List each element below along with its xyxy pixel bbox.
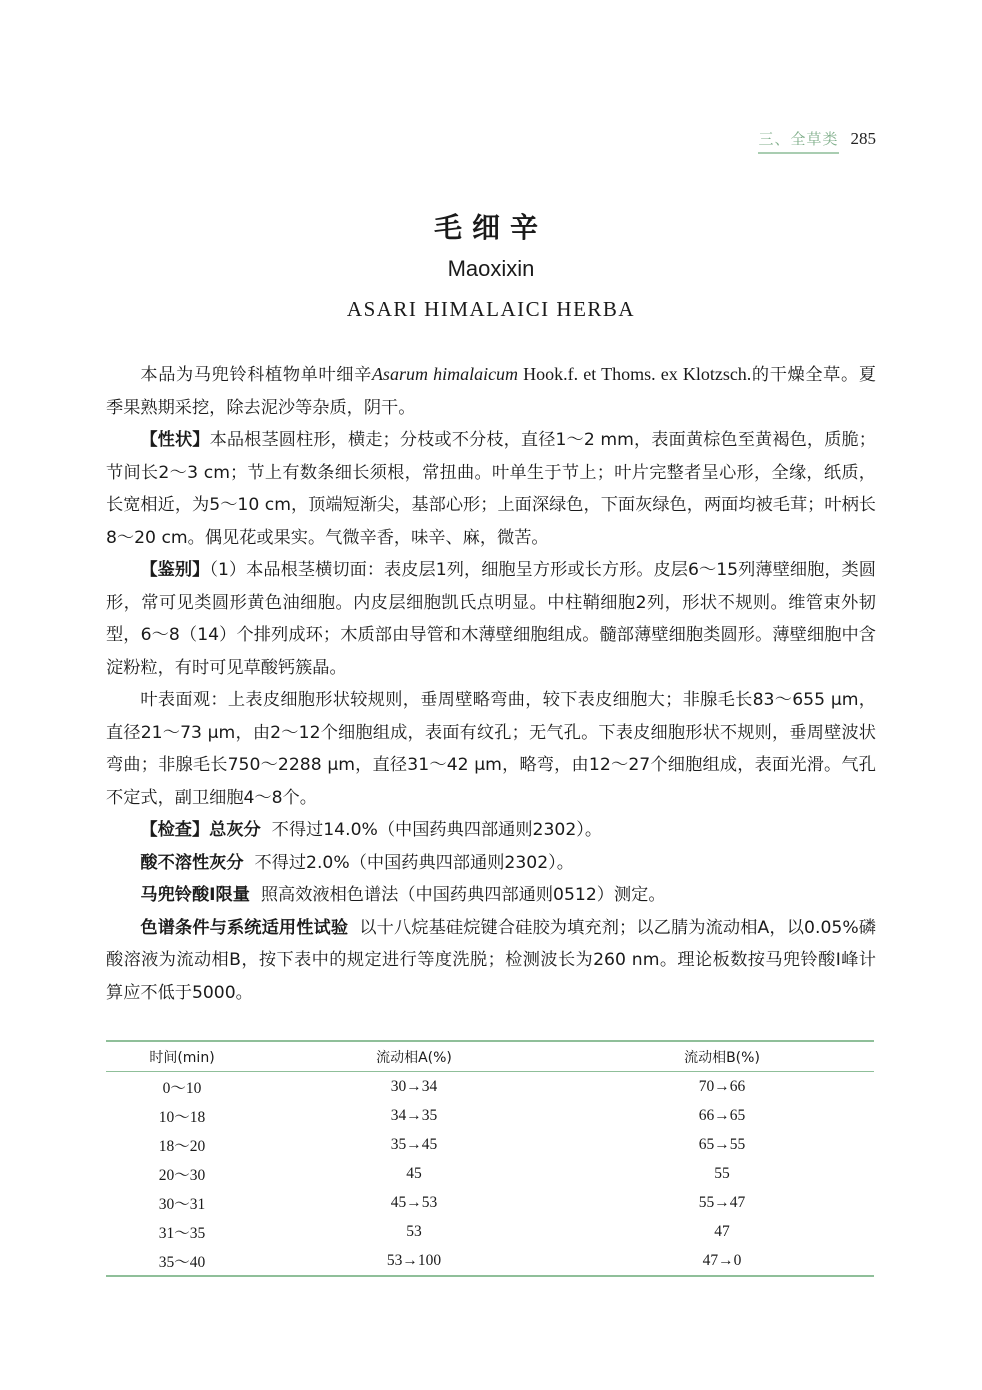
monograph-body [106, 358, 876, 1009]
species-latin-name: Asarum himalaicum [371, 364, 519, 384]
table-row: 30～31 45→53 55→47 [158, 1193, 746, 1213]
table-row: 35～40 53→100 47→0 [158, 1251, 742, 1271]
section-label: 三、全草类 [758, 128, 838, 154]
description-paragraph: 【性状】本品根茎圆柱形，横走；分枝或不分枝，直径1～2 mm，表面黄棕色至黄褐色，质脆；节间长2～3 cm；节上有数条细长须根，常扭曲。叶单生于节上；叶片完整者呈心形，全缘，纸质，长宽相近，为5～10 cm，顶端短渐尖，基部心形；上面深绿色，下面灰绿色，两面均被毛茸；叶柄长8～20 cm。偶见花或果实。气微辛香，味辛、麻，微苦。 [106, 430, 876, 548]
inspection-label: 【检查】 [140, 820, 210, 840]
identification-label: 【鉴别】 [140, 560, 210, 580]
total-ash-paragraph: 【检查】总灰分 不得过14.0%（中国药典四部通则2302）。 [140, 820, 603, 840]
table-header-row [106, 1041, 874, 1072]
acid-ash-label: 酸不溶性灰分 [140, 852, 244, 873]
running-header [758, 128, 876, 154]
total-ash-label: 总灰分 [209, 820, 261, 840]
table-row: 10～18 34→35 66→65 [158, 1106, 746, 1126]
table-row: 0～10 30→34 70→66 [162, 1077, 746, 1097]
title-pinyin: Maoxixin [447, 256, 535, 281]
aristolochic-acid-paragraph: 马兜铃酸Ⅰ限量 照高效液相色谱法（中国药典四部通则0512）测定。 [140, 885, 666, 905]
page-number: 285 [850, 129, 876, 148]
chromatography-label: 色谱条件与系统适用性试验 [140, 917, 349, 938]
table-header-phase-a: 流动相A(%) [258, 1041, 570, 1072]
title-latin: ASARI HIMALAICI HERBA [346, 297, 636, 321]
monograph-title-block [0, 208, 982, 324]
table-row: 31～35 53 47 [158, 1222, 730, 1242]
description-label: 【性状】 [140, 430, 210, 450]
acid-insoluble-ash-paragraph: 酸不溶性灰分 不得过2.0%（中国药典四部通则2302）。 [140, 852, 574, 873]
table-row: 18～20 35→45 65→55 [158, 1135, 746, 1155]
table-header-phase-b: 流动相B(%) [570, 1041, 874, 1072]
species-authority: Hook.f. et Thoms. ex Klotzsch. [518, 364, 752, 384]
chromatography-paragraph: 色谱条件与系统适用性试验 以十八烷基硅烷键合硅胶为填充剂；以乙腈为流动相A，以0.05%磷酸溶液为流动相B，按下表中的规定进行等度洗脱；检测波长为260 nm。理论板数按马兜铃酸Ⅰ峰计算应不低于5000。 [106, 917, 876, 1003]
table-row: 20～30 45 55 [158, 1164, 730, 1184]
intro-paragraph: 本品为马兜铃科植物单叶细辛Asarum himalaicum Hook.f. et Thoms. ex Klotzsch.的干燥全草。夏季果熟期采挖，除去泥沙等杂质，阴干。 [106, 364, 876, 418]
title-chinese: 毛细辛 [433, 211, 548, 244]
aristolochic-label: 马兜铃酸Ⅰ限量 [140, 885, 250, 905]
identification-paragraph-1: 【鉴别】（1）本品根茎横切面：表皮层1列，细胞呈方形或长方形。皮层6～15列薄壁细胞，类圆形，常可见类圆形黄色油细胞。内皮层细胞凯氏点明显。中柱鞘细胞2列，形状不规则。维管束外韧型，6～8（14）个排列成环；木质部由导管和木薄壁细胞组成。髓部薄壁细胞类圆形。薄壁细胞中含淀粉粒，有时可见草酸钙簇晶。 [106, 560, 876, 678]
identification-paragraph-2: 叶表面观：上表皮细胞形状较规则，垂周壁略弯曲，较下表皮细胞大；非腺毛长83～655 μm，直径21～73 μm，由2～12个细胞组成，表面有纹孔；无气孔。下表皮细胞形状不规则，垂周壁波状弯曲；非腺毛长750～2288 μm，直径31～42 μm，略弯，由12～27个细胞组成，表面光滑。气孔不定式，副卫细胞4～8个。 [106, 690, 876, 808]
gradient-table [106, 1040, 874, 1277]
table-header-time: 时间(min) [106, 1041, 258, 1072]
